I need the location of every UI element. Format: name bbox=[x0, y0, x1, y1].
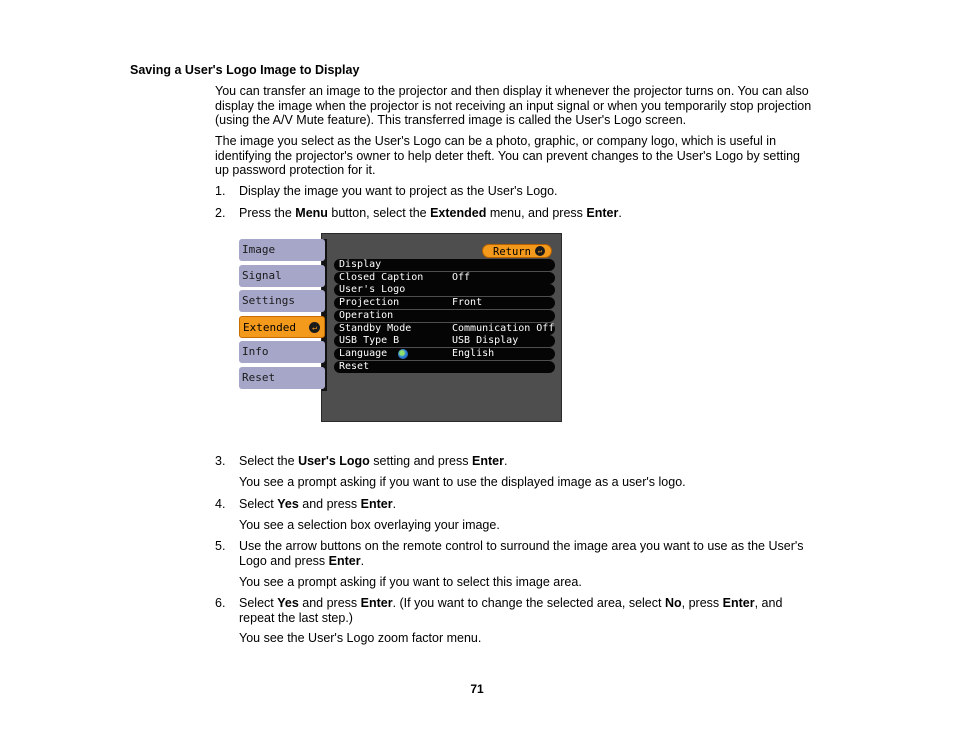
menu-row[interactable] bbox=[334, 323, 555, 335]
menu-panel bbox=[321, 233, 562, 422]
step-text: Display the image you want to project as the User's Logo. bbox=[239, 184, 558, 198]
page-number: 71 bbox=[470, 682, 484, 696]
menu-row-label: Reset bbox=[339, 360, 370, 372]
menu-row[interactable] bbox=[334, 284, 555, 296]
step-4-result: You see a selection box overlaying your image. bbox=[239, 518, 500, 532]
menu-row-value: USB Display bbox=[452, 335, 519, 347]
step-text: Press the Menu button, select the Extended menu, and press Enter. bbox=[239, 206, 622, 220]
projector-menu-screenshot bbox=[238, 233, 562, 422]
step-text: Select Yes and press Enter. bbox=[239, 497, 397, 511]
menu-tabs bbox=[238, 233, 328, 422]
menu-row-label: Language bbox=[339, 347, 388, 359]
menu-tab-settings[interactable]: Settings bbox=[239, 290, 325, 312]
step-number: 5. bbox=[215, 539, 226, 553]
menu-row[interactable] bbox=[334, 361, 555, 373]
step-3-result: You see a prompt asking if you want to use the displayed image as a user's logo. bbox=[239, 475, 686, 489]
menu-row-value: Communication Off bbox=[452, 322, 555, 334]
menu-row-label: Closed Caption bbox=[339, 271, 424, 283]
step-number: 2. bbox=[215, 206, 226, 220]
step-number: 4. bbox=[215, 497, 226, 511]
menu-row[interactable] bbox=[334, 259, 555, 271]
menu-row-label: Standby Mode bbox=[339, 322, 412, 334]
menu-row[interactable] bbox=[334, 335, 555, 347]
menu-tab-reset[interactable]: Reset bbox=[239, 367, 325, 389]
menu-tab-info[interactable]: Info bbox=[239, 341, 325, 363]
menu-row[interactable] bbox=[334, 348, 555, 360]
menu-row[interactable] bbox=[334, 297, 555, 309]
section-heading: Saving a User's Logo Image to Display bbox=[130, 63, 360, 77]
menu-row[interactable] bbox=[334, 272, 555, 284]
return-button[interactable]: Return ↵ bbox=[482, 244, 552, 258]
globe-icon bbox=[398, 349, 408, 359]
enter-icon: ↵ bbox=[535, 246, 545, 256]
step-text: Select Yes and press Enter. (If you want to change the selected area, select No, press Enter, and repeat the last step.) bbox=[239, 596, 783, 625]
step-text: Select the User's Logo setting and press Enter. bbox=[239, 454, 508, 468]
menu-row-value: English bbox=[452, 347, 495, 359]
menu-row[interactable] bbox=[334, 310, 555, 322]
step-number: 3. bbox=[215, 454, 226, 468]
menu-tab-image[interactable]: Image bbox=[239, 239, 325, 261]
step-6-result: You see the User's Logo zoom factor menu. bbox=[239, 631, 482, 645]
step-number: 1. bbox=[215, 184, 226, 198]
description-paragraph: The image you select as the User's Logo can be a photo, graphic, or company logo, which is useful in identifying the projector's owner to help deter theft. You can prevent changes to the User's Logo by setting up password protection for it. bbox=[215, 134, 801, 177]
step-5-result: You see a prompt asking if you want to select this image area. bbox=[239, 575, 582, 589]
menu-row-label: Display bbox=[339, 259, 382, 270]
step-number: 6. bbox=[215, 596, 226, 610]
menu-row-label: User's Logo bbox=[339, 284, 406, 296]
menu-row-label: Operation bbox=[339, 309, 394, 321]
menu-row-label: USB Type B bbox=[339, 335, 400, 347]
menu-tab-signal[interactable]: Signal bbox=[239, 265, 325, 287]
enter-icon: ↵ bbox=[309, 322, 320, 333]
step-text: Use the arrow buttons on the remote control to surround the image area you want to use as the User's Logo and press Enter. bbox=[239, 539, 804, 568]
menu-row-label: Projection bbox=[339, 297, 400, 309]
menu-row-value: Front bbox=[452, 297, 483, 309]
menu-row-value: Off bbox=[452, 271, 471, 283]
menu-tab-extended[interactable]: Extended ↵ bbox=[239, 316, 325, 338]
intro-paragraph: You can transfer an image to the projector and then display it whenever the projector turns on. You can also display the image when the projector is not receiving an input signal or when you temporarily stop projection (using the A/V Mute feature). This transferred image is called the User's Logo screen. bbox=[215, 84, 812, 127]
